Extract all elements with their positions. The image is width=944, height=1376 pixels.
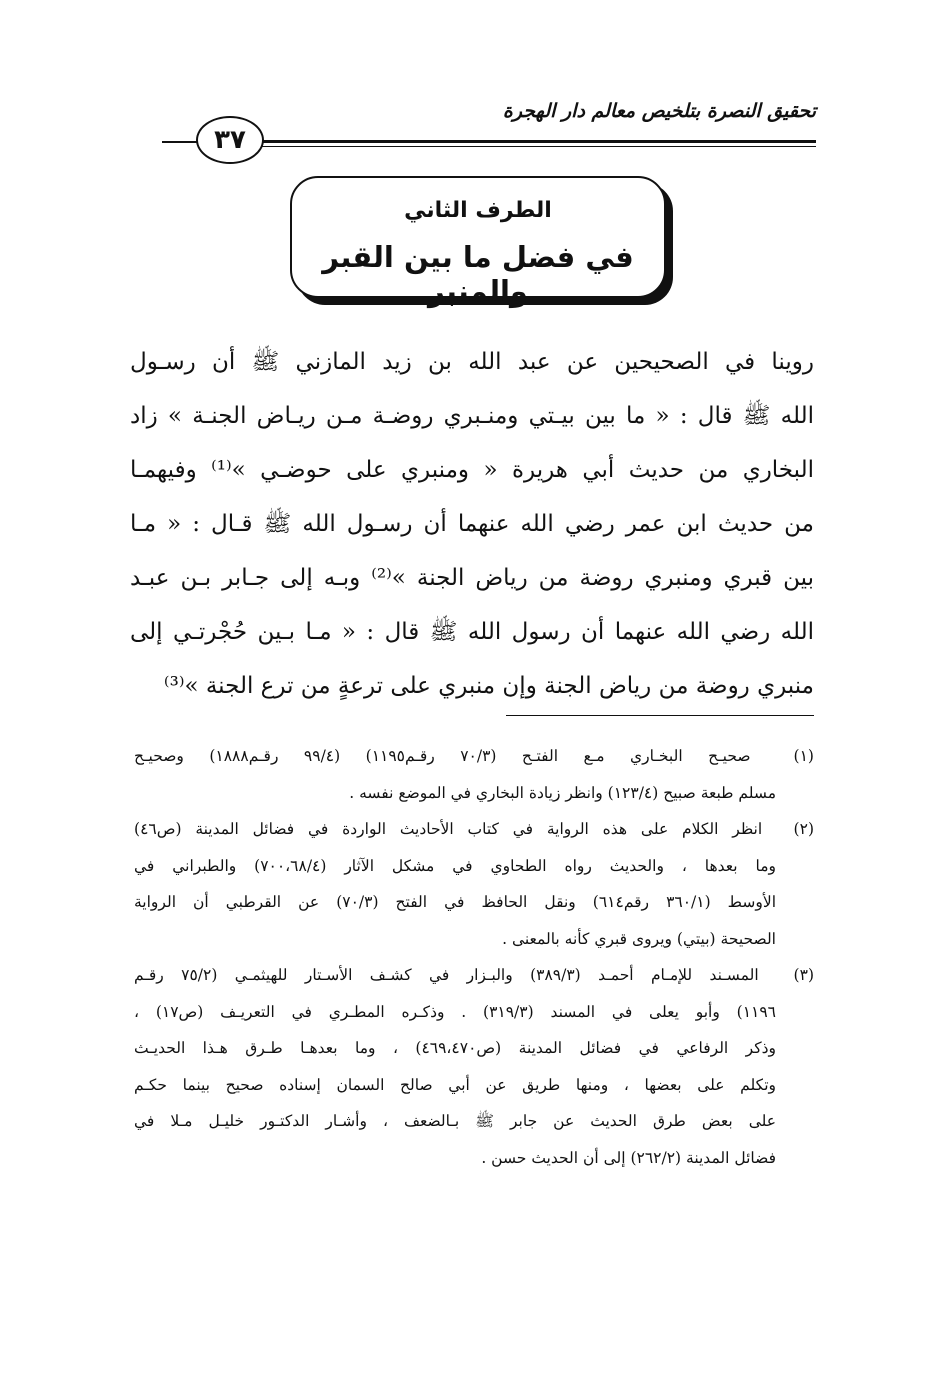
footnote-line: الأوسط (٣٦٠/١ رقم٦١٤) ونقل الحافظ في الفتح (٧٠/٣) عن القرطبي أن الرواية: [134, 893, 777, 911]
chapter-title-line2: في فضل ما بين القبر والمنبر: [322, 240, 634, 308]
footnote-text: المسـند للإمـام أحمـد (٣٨٩/٣) والبـزار في كشـف الأسـتار للهيثمـي (٧٥/٢ رقـم: [134, 966, 759, 984]
main-text-line: روينا في الصحيحين عن عبد الله بن زيد المازني ﷺ أن رسـول: [130, 349, 814, 375]
main-text-line: بين قبري ومنبري روضة من رياض الجنة »⁽²⁾ وبـه إلى جـابر بـن عبـد: [130, 565, 814, 591]
footnotes: [134, 738, 814, 1176]
header-rule: [262, 140, 816, 143]
main-text-line: الله رضي الله عنهما أن رسول الله ﷺ قال : « مـا بـين حُجْرتـي إلى: [130, 619, 814, 645]
footnote-divider: [506, 715, 814, 716]
footnote-line: وما بعدها ، والحديث رواه الطحاوي في مشكل الآثار (٧٠٠،٦٨/٤) والطبراني في: [134, 856, 776, 875]
main-text-line: منبري روضة من رياض الجنة وإن منبري على ترعةٍ من ترع الجنة »⁽³⁾: [163, 673, 814, 699]
main-text-line: الله ﷺ قال : « ما بين بيـتي ومنـبري روضـة مـن ريـاض الجنـة » زاد: [130, 403, 814, 429]
footnote-text: انظر الكلام على هذه الرواية في كتاب الأحاديث الواردة في فضائل المدينة (ص٤٦): [134, 820, 763, 838]
footnote-line: على بعض طرق الحديث عن جابر ﷺ بـالضعف ، وأشـار الدكتـور خليـل مـلا في: [134, 1112, 776, 1130]
main-text: [130, 335, 814, 713]
footnote-line: وذكر الرفاعي في فضائل المدينة (ص٤٦٩،٤٧٠) ، وما بعدهـا طـرق هـذا الحديـث: [134, 1039, 776, 1057]
footnote-text: صحيـح البخـاري مـع الفتـح (٧٠/٣ رقـم١١٩٥) (٩٩/٤ رقـم١٨٨٨) وصحيـح: [134, 747, 751, 765]
footnote-line: [134, 738, 814, 775]
main-text-line: البخاري من حديث أبي هريرة « ومنبري على حوضـي »⁽¹⁾ وفيهمـا: [130, 457, 814, 483]
footnote-line: مسلم طبعة صبيح (١٢٣/٤) وانظر زيادة البخاري في الموضع نفسه .: [349, 783, 776, 802]
footnote-line: الصحيحة (بيتي) ويروى قبري كأنه بالمعنى .: [502, 929, 776, 948]
footnote-line: فضائل المدينة (٢٦٢/٢) إلى أن الحديث حسن .: [481, 1148, 776, 1167]
running-title: تحقيق النصرة بتلخيص معالم دار الهجرة: [502, 100, 816, 122]
footnote-number: (٣): [793, 966, 814, 984]
footnote-line: ١١٩٦) وأبو يعلى في المسند (٣١٩/٣) . وذكـره المطـري في التعريـف (ص١٧) ،: [134, 1002, 776, 1021]
header-rule-thin: [262, 146, 816, 147]
footnote-number: (١): [793, 747, 814, 765]
main-text-line: من حديث ابن عمر رضي الله عنهما أن رسـول الله ﷺ قـال : « مـا: [130, 511, 814, 537]
page-number: ٣٧: [196, 116, 264, 164]
footnote-number: (٢): [793, 820, 814, 838]
footnote-line: [134, 811, 814, 848]
footnote-line: وتكلم على بعضها ، ومنها طريق عن أبي صالح السمان إسناده صحيح بينما حكـم: [134, 1075, 776, 1094]
chapter-title-line1: الطرف الثاني: [404, 198, 552, 223]
header-ornament: [162, 141, 198, 143]
footnote-line: [134, 957, 814, 994]
chapter-title-box: [290, 176, 666, 308]
